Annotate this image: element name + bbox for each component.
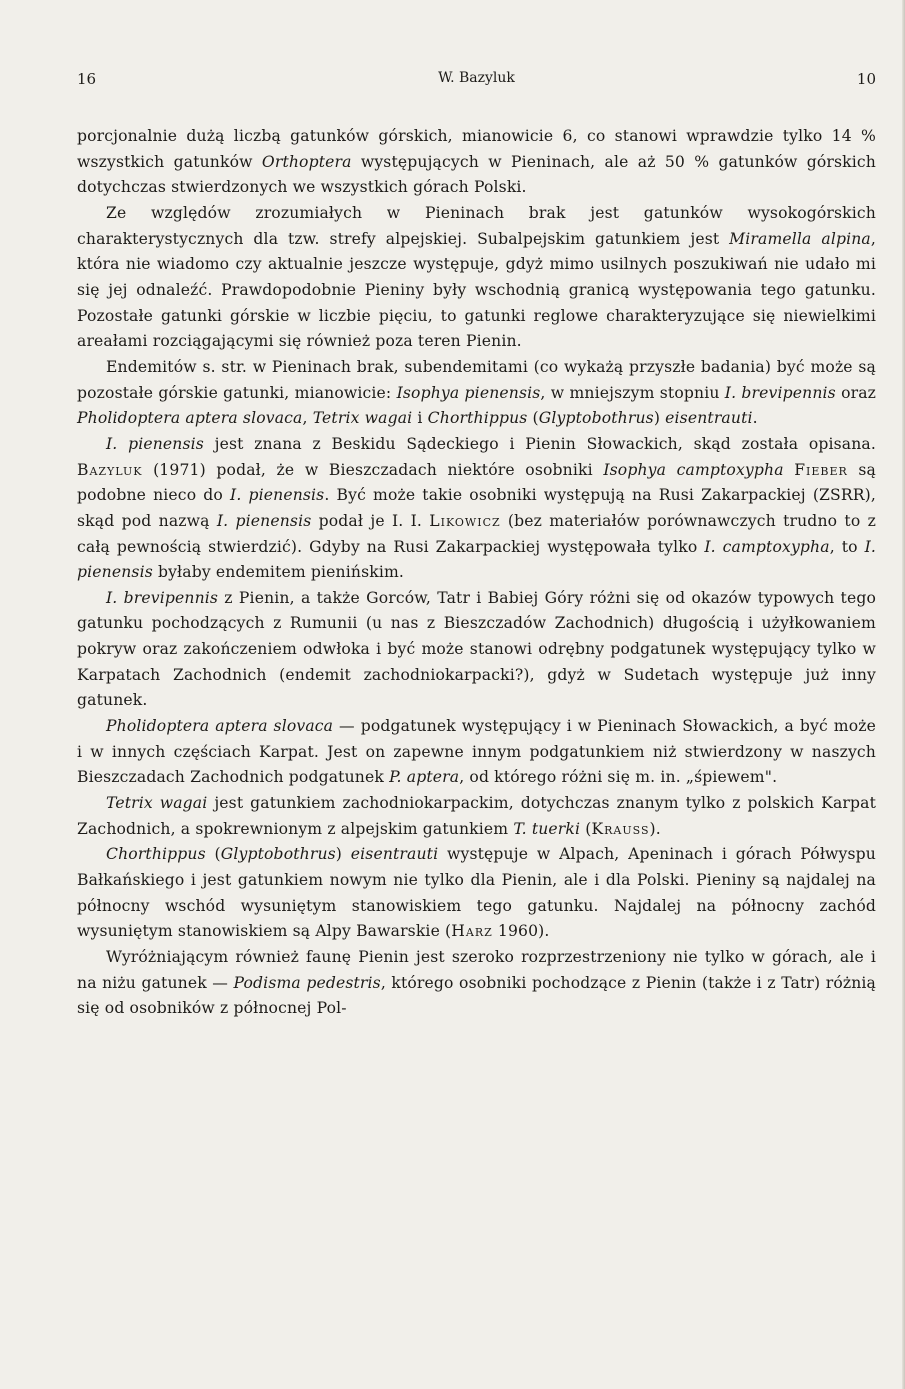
text-run: (	[527, 409, 539, 428]
author-name: Bazyluk	[77, 460, 143, 479]
page-number: 16	[77, 70, 97, 88]
italic-term: Tetrix wagai	[312, 409, 413, 428]
paragraph	[77, 201, 876, 355]
text-run: , którego osobniki pochodzące z Pienin (także i z Tatr) różnią się od osobników z północnej Pol-	[77, 973, 877, 1018]
paragraph	[77, 945, 876, 1022]
italic-term: Glyptobothrus	[538, 409, 654, 428]
italic-term: I. pienensis	[230, 486, 325, 505]
text-run: )	[653, 409, 666, 428]
italic-term: Miramella alpina	[729, 229, 871, 248]
paragraph	[77, 432, 876, 586]
text-run: (bez materiałów porównawczych trudno to z całą pewnością stwierdzić). Gdyby na Rusi Zakarpackiej występowała tylko	[77, 511, 876, 556]
italic-term: eisentrauti	[350, 845, 439, 864]
text-run: , to	[829, 537, 865, 556]
italic-term: I. brevipennis	[724, 383, 836, 402]
text-run: jest znana z Beskidu Sądeckiego i Pienin Słowackich, skąd została opisana.	[203, 434, 876, 453]
text-run: są podobne nieco do	[77, 460, 877, 505]
paragraph	[77, 714, 876, 791]
author-name: Harz	[451, 922, 493, 941]
italic-term: Pholidoptera aptera slovaca	[77, 409, 303, 428]
text-run: , od którego różni się m. in. „śpiewem".	[459, 768, 778, 787]
author-name: Krauss	[591, 819, 650, 838]
text-run: — podgatunek występujący i w Pieninach Słowackich, a być może i w innych częściach Karpat. Jest on zapewne innym podgatunkiem niż stwierdzony w naszych Bieszczadach Zachodnich podgatunek	[77, 717, 876, 787]
text-run: występuje w Alpach, Apeninach i górach Półwyspu Bałkańskiego i jest gatunkiem nowym nie tylko dla Pienin, ale i dla Polski. Pieniny są najdalej na północny wschód wysuniętym stanowiskiem tego gatunku. Najdalej na północny zachód wysuniętym stanowiskiem są Alpy Bawarskie (	[77, 845, 876, 941]
italic-term: eisentrauti	[665, 409, 753, 428]
text-run: Ze względów zrozumiałych w Pieninach brak jest gatunków wysokogórskich charakterystycznych dla tzw. strefy alpejskiej. Subalpejskim gatunkiem jest	[77, 203, 876, 248]
body-text	[77, 124, 876, 1022]
italic-term: Orthoptera	[261, 152, 352, 171]
text-run: Endemitów s. str. w Pieninach brak, subendemitami (co wykażą przyszłe badania) być może są pozostałe górskie gatunki, mianowicie:	[77, 357, 876, 402]
text-run: (	[205, 845, 221, 864]
text-run: byłaby endemitem pienińskim.	[152, 563, 405, 582]
author-name: Likowicz	[429, 511, 501, 530]
text-run: , która nie wiadomo czy aktualnie jeszcze występuje, gdyż mimo usilnych poszukiwań nie udało mi się jej odnaleźć. Prawdopodobnie Pieniny były wschodnią granicą występowania tego gatunku. Pozostałe gatunki górskie w liczbie pięciu, to gatunki reglowe charakteryzujące się niewielkimi areałami rozciągającymi się również poza teren Pienin.	[77, 229, 876, 351]
text-run: jest gatunkiem zachodniokarpackim, dotychczas znanym tylko z polskich Karpat Zachodnich, a spokrewnionym z alpejskim gatunkiem	[77, 794, 876, 838]
running-header	[77, 70, 876, 94]
italic-term: I. camptoxypha	[704, 537, 830, 556]
italic-term: I. brevipennis	[106, 588, 219, 607]
italic-term: T. tuerki	[513, 819, 581, 838]
paragraph	[77, 586, 876, 714]
text-run: (	[580, 819, 592, 838]
italic-term: Podisma pedestris	[233, 973, 381, 992]
italic-term: Chorthippus	[427, 409, 528, 428]
text-run	[784, 461, 795, 479]
italic-term: Tetrix wagai	[106, 794, 208, 813]
paragraph	[77, 124, 876, 201]
running-title: W. Bazyluk	[438, 70, 515, 86]
italic-term: I. pienensis	[216, 511, 312, 530]
italic-term: Isophya camptoxypha	[603, 460, 784, 479]
text-run: podał je I. I.	[311, 511, 430, 530]
text-run: porcjonalnie dużą liczbą gatunków górskich, mianowicie 6, co stanowi wprawdzie tylko 14 % wszystkich gatunków	[77, 127, 876, 171]
paragraph	[77, 791, 876, 842]
text-run: .	[752, 409, 758, 428]
italic-term: P. aptera	[389, 768, 460, 787]
text-run: i	[412, 409, 428, 428]
italic-term: Chorthippus	[106, 845, 206, 864]
italic-term: I. pienensis	[77, 537, 876, 582]
text-run: z Pienin, a także Gorców, Tatr i Babiej Góry różni się od okazów typowych tego gatunku pochodzących z Rumunii (u nas z Bieszczadów Zachodnich) długością i użyłkowaniem pokryw oraz zakończeniem odwłoka i być może stanowi odrębny podgatunek występujący tylko w Karpatach Zachodnich (endemit zachodniokarpacki?), gdyż w Sudetach występuje już inny gatunek.	[77, 588, 876, 710]
text-run: )	[335, 845, 351, 864]
text-run: (1971) podał, że w Bieszczadach niektóre osobniki	[142, 460, 604, 479]
author-name: Fieber	[794, 460, 848, 479]
text-run: występujących w Pieninach, ale aż 50 % gatunków górskich dotychczas stwierdzonych we wszystkich górach Polski.	[77, 152, 876, 197]
text-run: ,	[302, 409, 313, 428]
italic-term: I. pienensis	[106, 434, 204, 453]
paragraph	[77, 842, 876, 945]
text-run: . Być może takie osobniki występują na Rusi Zakarpackiej (ZSRR), skąd pod nazwą	[77, 486, 876, 530]
italic-term: Isophya pienensis	[396, 383, 541, 402]
text-run: , w mniejszym stopniu	[540, 383, 725, 402]
italic-term: Glyptobothrus	[220, 845, 336, 864]
volume-number: 10	[856, 70, 876, 88]
text-run: Wyróżniającym również faunę Pienin jest szeroko rozprzestrzeniony nie tylko w górach, ale i na niżu gatunek —	[77, 948, 876, 992]
text-run: ).	[649, 819, 661, 838]
text-run: oraz	[835, 383, 877, 402]
text-run: 1960).	[492, 922, 550, 941]
italic-term: Pholidoptera aptera slovaca	[106, 717, 334, 736]
paragraph	[77, 355, 876, 432]
